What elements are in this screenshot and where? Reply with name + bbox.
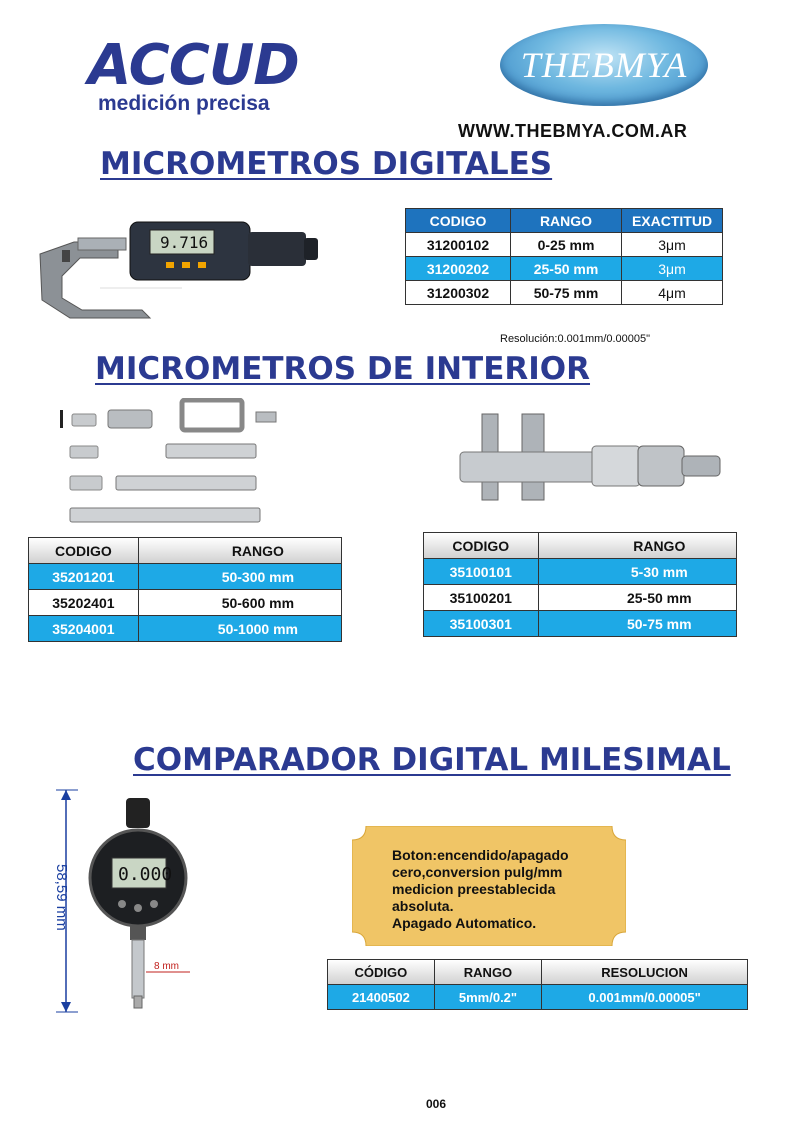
section-title-comparator: COMPARADOR DIGITAL MILESIMAL xyxy=(133,742,731,778)
table-row xyxy=(406,281,723,305)
cell-range: 25-50 mm xyxy=(511,257,622,281)
cell-code: 31200202 xyxy=(406,257,511,281)
feature-line: Apagado Automatico. xyxy=(392,915,537,931)
cell-accuracy: 3μm xyxy=(622,233,723,257)
feature-line: Boton:encendido/apagado xyxy=(392,847,569,863)
table-row xyxy=(29,564,342,590)
table-header: CÓDIGO xyxy=(328,960,435,985)
cell-range: 50-75 mm xyxy=(538,611,736,637)
cell-range: 0-25 mm xyxy=(511,233,622,257)
digital-micrometer-table xyxy=(405,208,723,305)
table-header: RANGO xyxy=(538,533,736,559)
feature-line: absoluta. xyxy=(392,898,454,914)
accud-logo: ACCUD xyxy=(88,33,299,98)
feature-line: medicion preestablecida xyxy=(392,881,556,897)
page-number: 006 xyxy=(426,1097,447,1111)
table-row xyxy=(406,233,723,257)
section-title-interior: MICROMETROS DE INTERIOR xyxy=(95,351,591,387)
table-row xyxy=(29,590,342,616)
website-url[interactable]: WWW.THEBMYA.COM.AR xyxy=(458,121,688,141)
table-row xyxy=(424,611,737,637)
cell-code: 35100101 xyxy=(424,559,539,585)
table-row xyxy=(328,985,748,1010)
interior-micrometer-set-image xyxy=(56,398,282,530)
cell-resolution: 0.001mm/0.00005" xyxy=(542,985,748,1010)
cell-code: 35202401 xyxy=(29,590,139,616)
cell-code: 35201201 xyxy=(29,564,139,590)
cell-accuracy: 3μm xyxy=(622,257,723,281)
cell-range: 50-75 mm xyxy=(511,281,622,305)
cell-code: 31200302 xyxy=(406,281,511,305)
cell-range: 50-1000 mm xyxy=(138,616,341,642)
cell-code: 35100201 xyxy=(424,585,539,611)
dimension-width-label: 8 mm xyxy=(154,961,179,972)
digital-comparator-image xyxy=(88,796,188,1012)
section-title-digital: MICROMETROS DIGITALES xyxy=(100,146,553,182)
cell-range: 50-300 mm xyxy=(138,564,341,590)
digital-micrometer-image xyxy=(22,218,322,330)
cell-range: 5mm/0.2" xyxy=(434,985,541,1010)
table-header: CODIGO xyxy=(406,209,511,233)
cell-code: 21400502 xyxy=(328,985,435,1010)
table-header: EXACTITUD xyxy=(622,209,723,233)
dimension-height-label: 58,59 mm xyxy=(53,864,70,931)
cell-range: 50-600 mm xyxy=(138,590,341,616)
table-row xyxy=(424,559,737,585)
cell-code: 31200102 xyxy=(406,233,511,257)
cell-range: 25-50 mm xyxy=(538,585,736,611)
interior-set-table xyxy=(28,537,342,642)
table-header: RANGO xyxy=(511,209,622,233)
table-row xyxy=(29,616,342,642)
interior-caliper-table xyxy=(423,532,737,637)
table-header: CODIGO xyxy=(424,533,539,559)
table-row xyxy=(424,585,737,611)
cell-code: 35100301 xyxy=(424,611,539,637)
feature-line: cero,conversion pulg/mm xyxy=(392,864,563,880)
cell-range: 5-30 mm xyxy=(538,559,736,585)
accud-tagline: medición precisa xyxy=(98,92,270,115)
table-row xyxy=(406,257,723,281)
features-list xyxy=(392,847,624,932)
resolution-note: Resolución:0.001mm/0.00005" xyxy=(500,333,651,345)
cell-accuracy: 4μm xyxy=(622,281,723,305)
table-header: RANGO xyxy=(138,538,341,564)
thebmya-logo-text: THEBMYA xyxy=(520,45,688,85)
micrometer-display-reading: 9.716 xyxy=(160,233,209,252)
comparator-table xyxy=(327,959,748,1010)
comparator-display-reading: 0.000 xyxy=(118,864,173,885)
table-header: RANGO xyxy=(434,960,541,985)
interior-caliper-micrometer-image xyxy=(452,410,724,510)
table-header: RESOLUCION xyxy=(542,960,748,985)
table-header: CODIGO xyxy=(29,538,139,564)
cell-code: 35204001 xyxy=(29,616,139,642)
